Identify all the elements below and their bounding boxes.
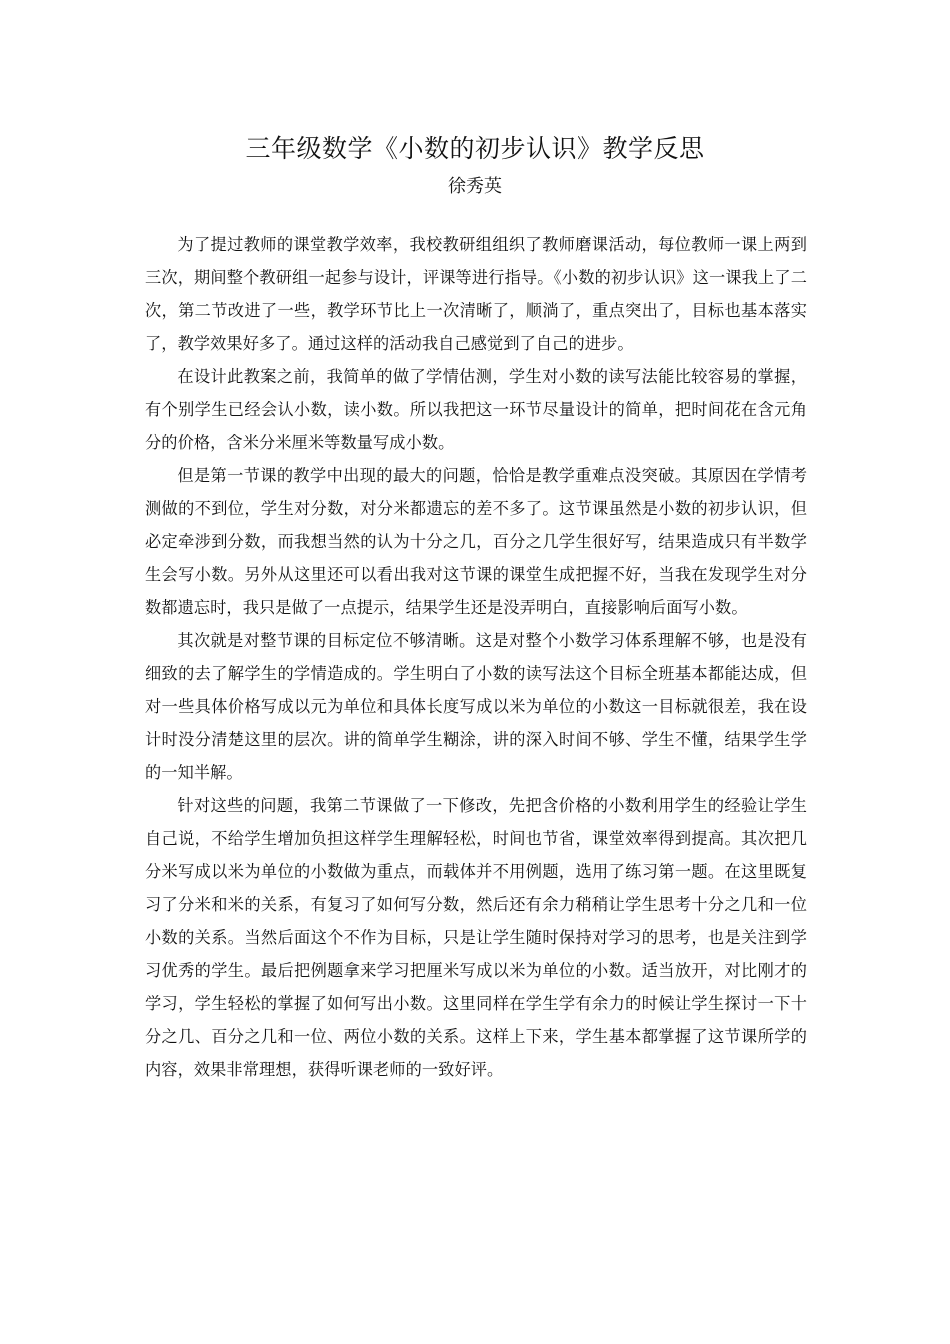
paragraph-2: 在设计此教案之前，我简单的做了学情估测，学生对小数的读写法能比较容易的掌握，有个别学生已经会认小数，读小数。所以我把这一环节尽量设计的简单，把时间花在含元角分的价格，含米分米厘米等数量写成小数。 bbox=[145, 367, 807, 452]
document-author: 徐秀英 bbox=[448, 176, 502, 197]
document-body bbox=[145, 228, 807, 1086]
paragraph-3: 但是第一节课的教学中出现的最大的问题，恰恰是教学重难点没突破。其原因在学情考测做的不到位，学生对分数，对分米都遗忘的差不多了。这节课虽然是小数的初步认识，但必定牵涉到分数，而我想当然的认为十分之几，百分之几学生很好写，结果造成只有半数学生会写小数。另外从这里还可以看出我对这节课的课堂生成把握不好，当我在发现学生对分数都遗忘时，我只是做了一点提示，结果学生还是没弄明白，直接影响后面写小数。 bbox=[145, 466, 807, 617]
paragraph-1: 为了提过教师的课堂教学效率，我校教研组组织了教师磨课活动，每位教师一课上两到三次，期间整个教研组一起参与设计，评课等进行指导。《小数的初步认识》这一课我上了二次，第二节改进了一些，教学环节比上一次清晰了，顺淌了，重点突出了，目标也基本落实了，教学效果好多了。通过这样的活动我自己感觉到了自己的进步。 bbox=[145, 235, 807, 353]
paragraph-5: 针对这些的问题，我第二节课做了一下修改，先把含价格的小数利用学生的经验让学生自己说，不给学生增加负担这样学生理解轻松，时间也节省，课堂效率得到提高。其次把几分米写成以米为单位的小数做为重点，而载体并不用例题，选用了练习第一题。在这里既复习了分米和米的关系，有复习了如何写分数，然后还有余力稍稍让学生思考十分之几和一位小数的关系。当然后面这个不作为目标，只是让学生随时保持对学习的思考，也是关注到学习优秀的学生。最后把例题拿来学习把厘米写成以米为单位的小数。适当放开，对比刚才的学习，学生轻松的掌握了如何写出小数。这里同样在学生学有余力的时候让学生探讨一下十分之几、百分之几和一位、两位小数的关系。这样上下来，学生基本都掌握了这节课所学的内容，效果非常理想，获得听课老师的一致好评。 bbox=[145, 796, 807, 1079]
paragraph-4: 其次就是对整节课的目标定位不够清晰。这是对整个小数学习体系理解不够，也是没有细致的去了解学生的学情造成的。学生明白了小数的读写法这个目标全班基本都能达成，但对一些具体价格写成以元为单位和具体长度写成以米为单位的小数这一目标就很差，我在设计时没分清楚这里的层次。讲的简单学生糊涂，讲的深入时间不够、学生不懂，结果学生学的一知半解。 bbox=[145, 631, 807, 782]
document-title: 三年级数学《小数的初步认识》教学反思 bbox=[245, 134, 705, 163]
